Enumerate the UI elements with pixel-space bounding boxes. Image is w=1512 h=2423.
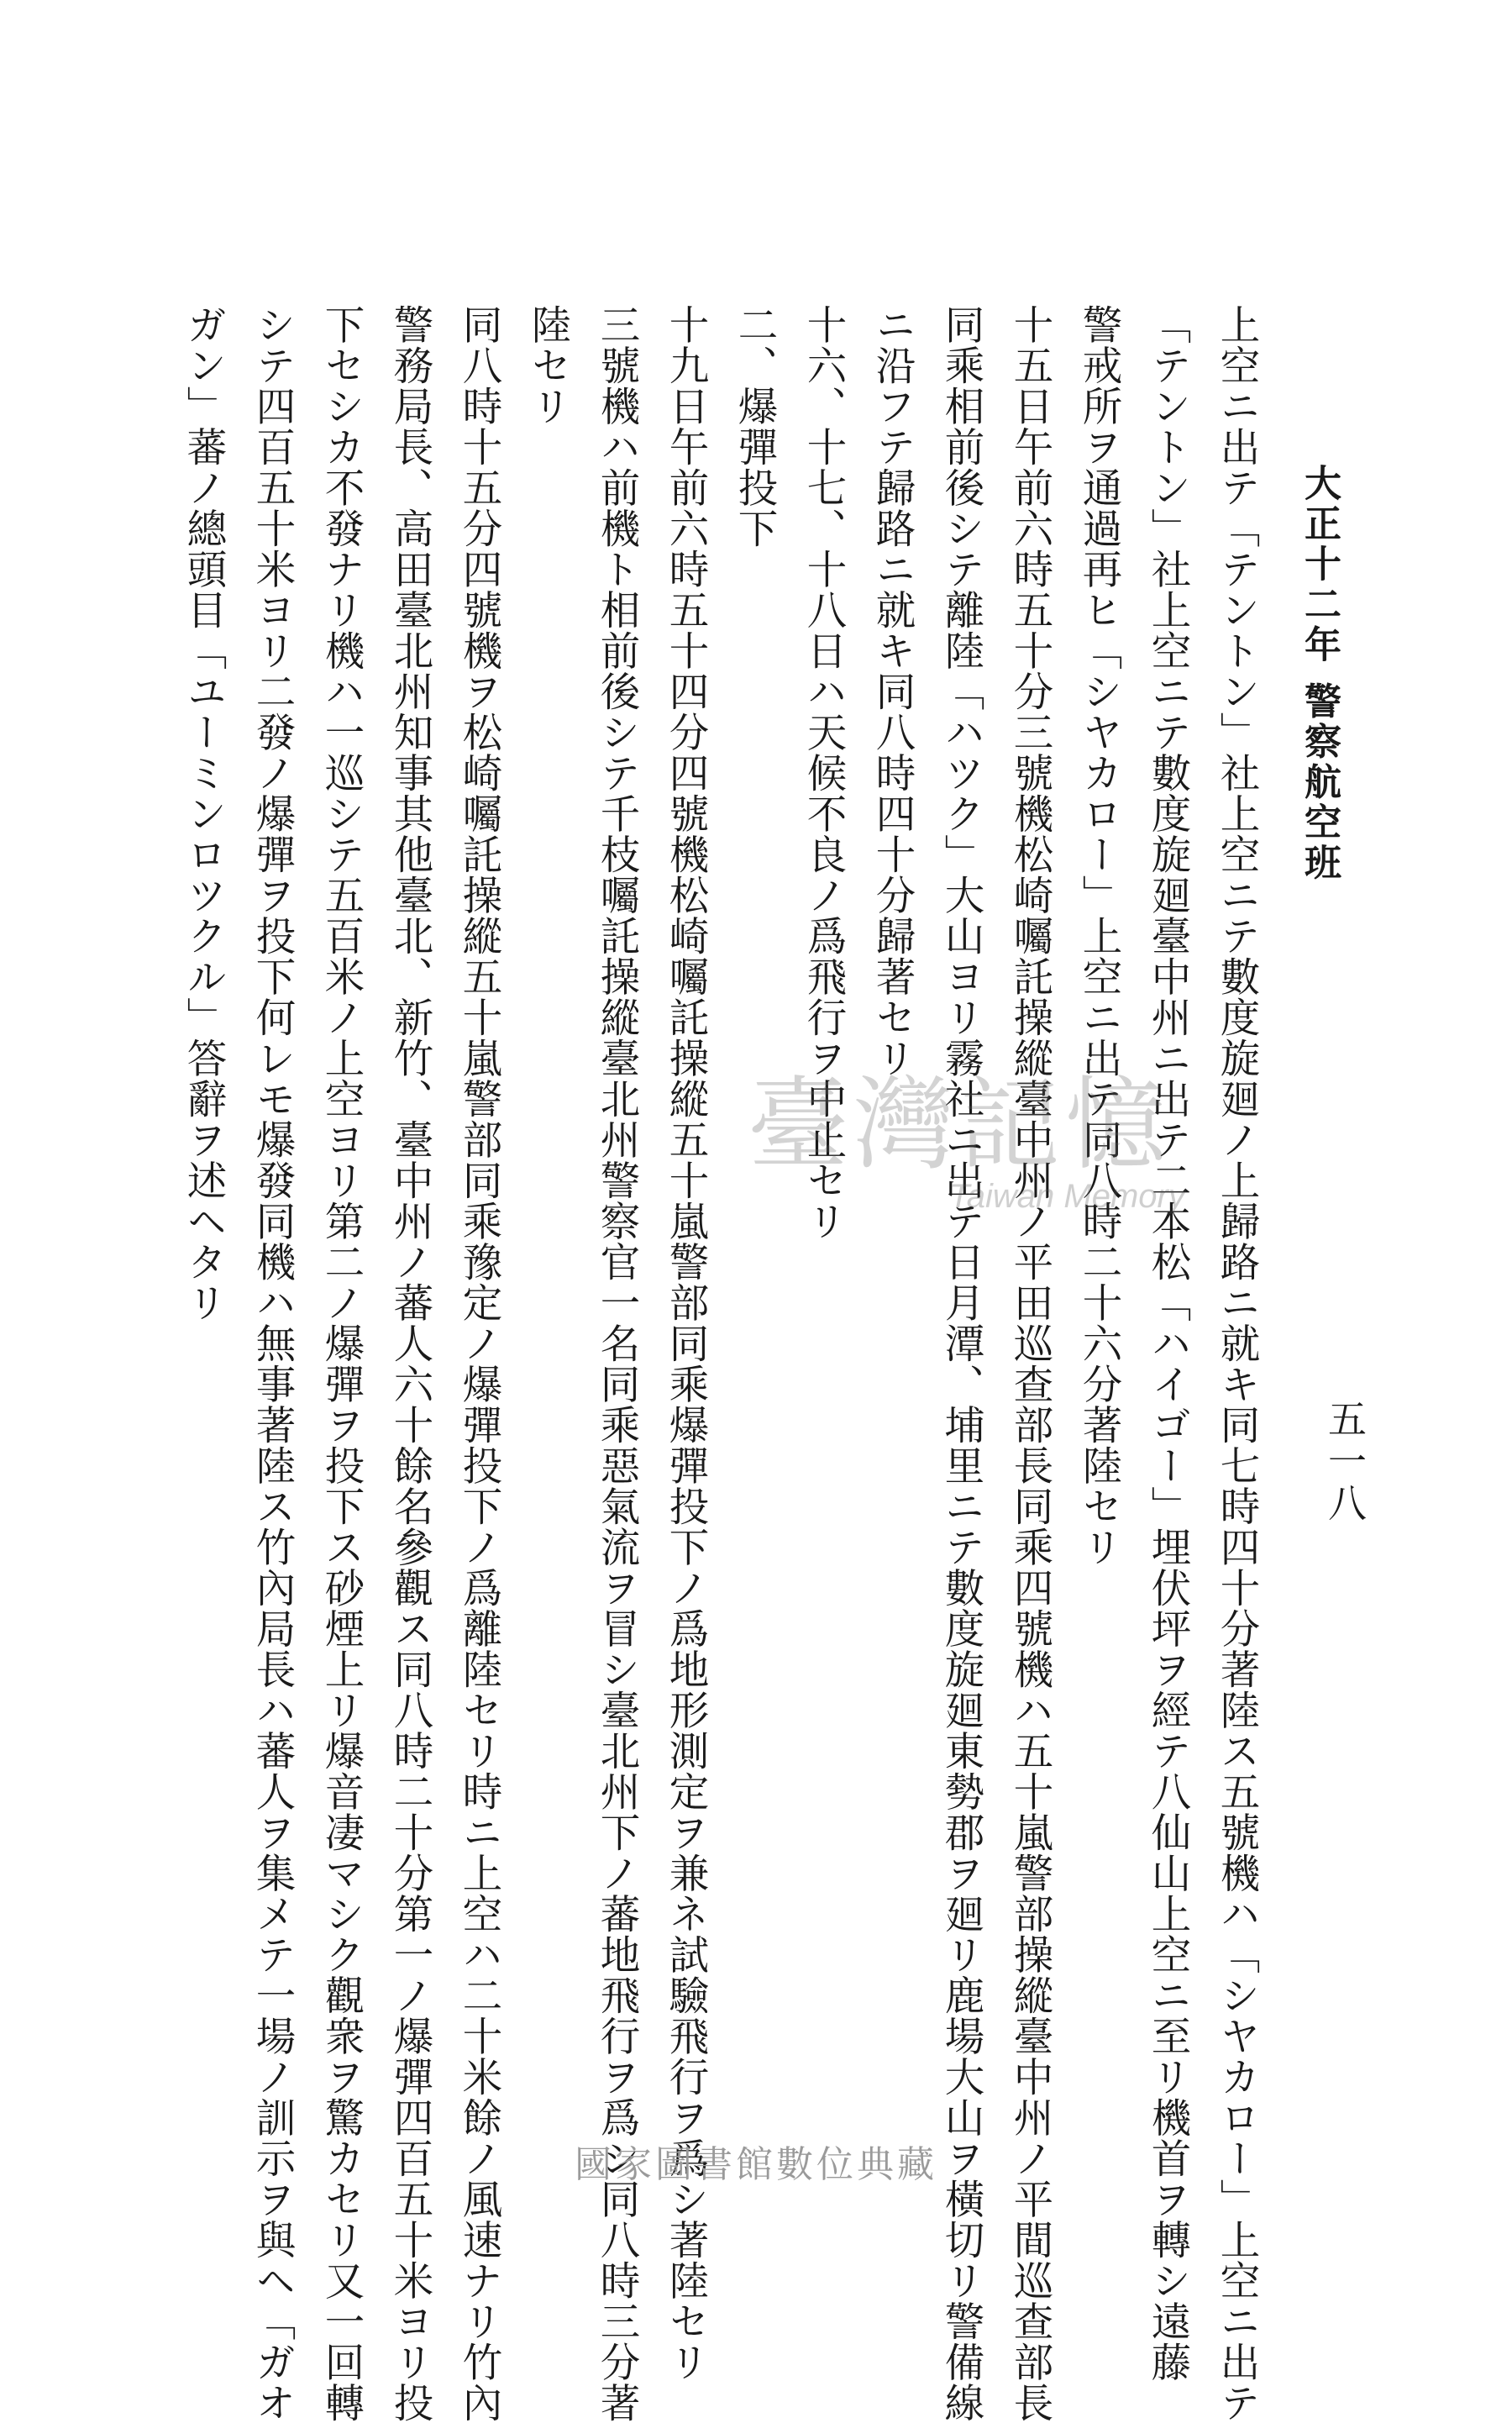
text-line: ガン」蕃ノ總頭目「ユーミンロツクル」答辭ヲ述ヘタリ bbox=[180, 304, 226, 1323]
text-line: 十六、十七、十八日ハ天候不良ノ爲飛行ヲ中止セリ bbox=[800, 304, 846, 1242]
text-line: 十五日午前六時五十分三號機松崎囑託操縱臺中州ノ平田巡查部長同乘四號機ハ五十嵐警部操縱臺中州ノ平間巡查部長 bbox=[1006, 304, 1053, 2423]
text-line: 同乘相前後シテ離陸「ハツク」大山ヨリ霧社ニ出テ日月潭、埔里ニテ數度旋廻東勢郡ヲ廻リ鹿場大山ヲ橫切リ警備線 bbox=[937, 304, 984, 2423]
running-head: 大正十二年 警察航空班 bbox=[1298, 464, 1341, 884]
footer-credit: 國家圖書館數位典藏 bbox=[575, 2143, 937, 2186]
text-line: シテ四百五十米ヨリ二發ノ爆彈ヲ投下何レモ爆發同機ハ無事著陸ス竹內局長ハ蕃人ヲ集メテ一場ノ訓示ヲ與ヘ「ガオ bbox=[249, 304, 295, 2423]
text-line: 十九日午前六時五十四分四號機松崎囑託操縱五十嵐警部同乘爆彈投下ノ爲地形測定ヲ兼ネ試驗飛行ヲ爲シ著陸セリ bbox=[662, 304, 708, 2383]
text-line: 「テントン」社上空ニテ數度旋廻臺中州ニ出テ二本松「ハイゴー」埋伏坪ヲ經テ八仙山上空ニ至リ機首ヲ轉シ遠藤 bbox=[1144, 304, 1190, 2383]
text-line: 警務局長、高田臺北州知事其他臺北、新竹、臺中州ノ蕃人六十餘名參觀ス同八時二十分第一ノ爆彈四百五十米ヨリ投 bbox=[386, 304, 433, 2423]
page-number: 五一八 bbox=[1322, 1399, 1368, 1525]
text-line: 陸セリ bbox=[524, 304, 570, 427]
text-line: 警戒所ヲ通過再ヒ「シヤカロー」上空ニ出テ同八時二十六分著陸セリ bbox=[1075, 304, 1121, 1568]
text-line: 下セシカ不發ナリ機ハ一巡シテ五百米ノ上空ヨリ第二ノ爆彈ヲ投下ス砂煙上リ爆音凄マシク觀衆ヲ驚カセリ又一回轉 bbox=[318, 304, 364, 2423]
section-heading: 二、爆彈投下 bbox=[731, 304, 777, 549]
watermark-logo-subtext: Taiwan Memory bbox=[949, 1178, 1185, 1215]
watermark-logo-text: 臺灣記憶 bbox=[748, 1067, 1171, 1184]
text-line: 同八時十五分四號機ヲ松崎囑託操縱五十嵐警部同乘豫定ノ爆彈投下ノ爲離陸セリ時ニ上空ハ二十米餘ノ風速ナリ竹內 bbox=[455, 304, 501, 2423]
text-line: 三號機ハ前機ト相前後シテ千枝囑託操縱臺北州警察官一名同乘惡氣流ヲ冒シ臺北州下ノ蕃地飛行ヲ爲シ同八時三分著 bbox=[593, 304, 639, 2423]
text-line: 上空ニ出テ「テントン」社上空ニテ數度旋廻ノ上歸路ニ就キ同七時四十分著陸ス五號機ハ「シヤカロー」上空ニ出テ bbox=[1213, 304, 1259, 2423]
text-line: ニ沿フテ歸路ニ就キ同八時四十分歸著セリ bbox=[869, 304, 915, 1079]
